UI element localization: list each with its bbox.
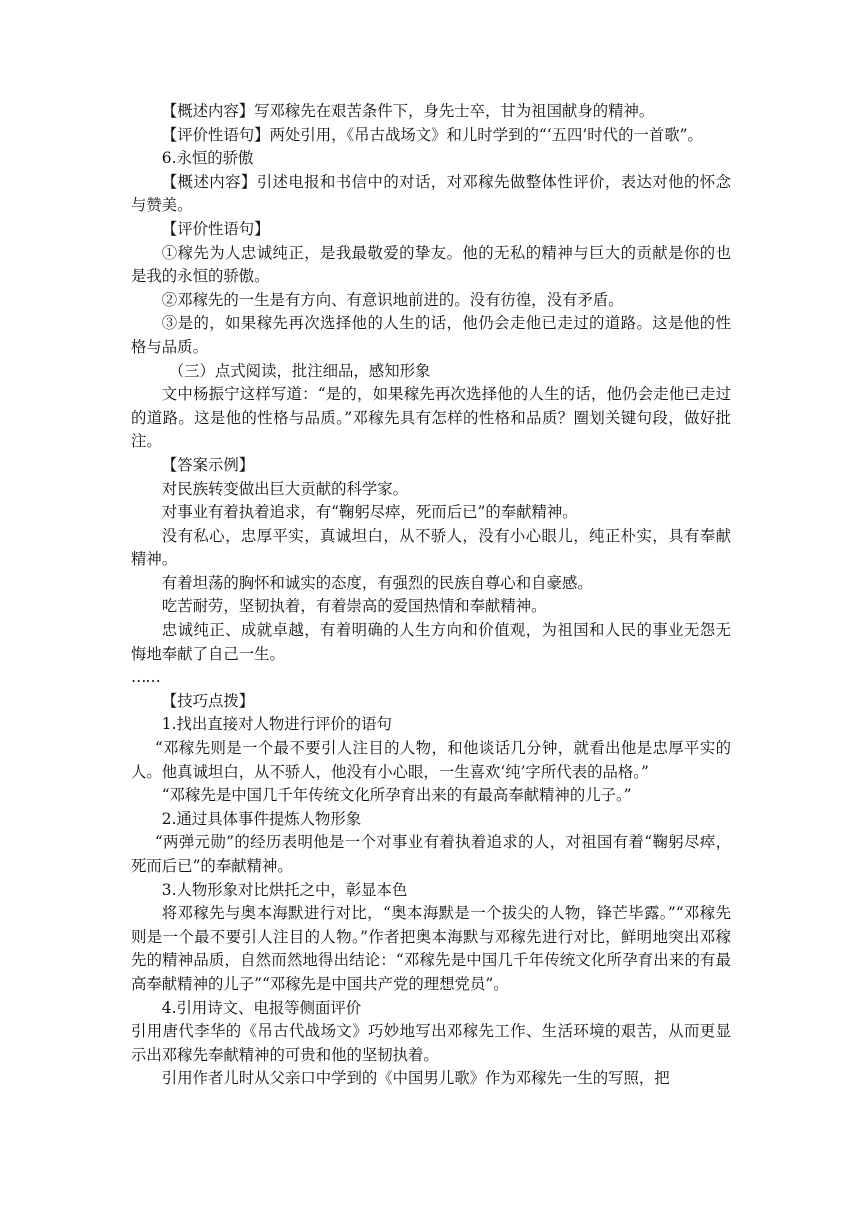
paragraph: 【评价性语句】: [161, 219, 270, 238]
paragraph: ③是的，如果稼先再次选择他的人生的话，他仍会走他已走过的道路。这是他的性格与品质。: [131, 314, 731, 356]
paragraph: 对民族转变做出巨大贡献的科学家。: [161, 479, 409, 498]
paragraph: 2.通过具体事件提炼人物形象: [161, 809, 362, 828]
paragraph: “邓稼先则是一个最不要引人注目的人物，和他谈话几分钟，就看出他是忠厚平实的人。他真诚坦白，从不骄人，他没有小心眼，一生喜欢‘纯’字所代表的品格。”: [131, 739, 731, 781]
paragraph: ……: [131, 668, 160, 687]
paragraph: 1.找出直接对人物进行评价的语句: [161, 715, 392, 734]
paragraph: 引用唐代李华的《吊古代战场文》巧妙地写出邓稼先工作、生活环境的艰苦，从而更显示出邓稼先奉献精神的可贵和他的坚韧执着。: [131, 1022, 731, 1064]
paragraph: 【评价性语句】两处引用，《吊古战场文》和儿时学到的“‘五四’时代的一首歌”。: [161, 125, 703, 144]
paragraph: ①稼先为人忠诚纯正，是我最敬爱的挚友。他的无私的精神与巨大的贡献是你的也是我的永恒的骄傲。: [131, 243, 731, 286]
paragraph: ②邓稼先的一生是有方向、有意识地前进的。没有彷徨，没有矛盾。: [161, 290, 624, 309]
paragraph: 【技巧点拨】: [161, 691, 255, 710]
paragraph: “两弹元勋”的经历表明他是一个对事业有着执着追求的人，对祖国有着“鞠躬尽瘁，死而后已”的奉献精神。: [131, 833, 731, 875]
paragraph: 4.引用诗文、电报等侧面评价: [161, 998, 362, 1017]
paragraph: “邓稼先是中国几千年传统文化所孕育出来的有最高奉献精神的儿子。”: [161, 786, 632, 805]
paragraph: 没有私心，忠厚平实，真诚坦白，从不骄人，没有小心眼儿，纯正朴实，具有奉献精神。: [131, 526, 731, 569]
paragraph: 3.人物形象对比烘托之中，彰显本色: [161, 880, 408, 899]
paragraph: 【概述内容】引述电报和书信中的对话，对邓稼先做整体性评价，表达对他的怀念与赞美。: [131, 172, 731, 215]
paragraph: 有着坦荡的胸怀和诚实的态度，有强烈的民族自尊心和自豪感。: [161, 573, 593, 592]
paragraph: 6.永恒的骄傲: [161, 149, 254, 168]
paragraph: 文中杨振宁这样写道：“是的，如果稼先再次选择他的人生的话，他仍会走他已走过的道路。这是他的性格与品质。”邓稼先具有怎样的性格和品质？圈划关键句段，做好批注。: [131, 385, 731, 451]
paragraph: 对事业有着执着追求，有“鞠躬尽瘁，死而后已”的奉献精神。: [161, 503, 578, 522]
document-body: [131, 100, 731, 1091]
paragraph: 引用作者儿时从父亲口中学到的《中国男儿歌》作为邓稼先一生的写照，把: [161, 1069, 670, 1088]
paragraph: 将邓稼先与奥本海默进行对比，“奥本海默是一个拔尖的人物，锋芒毕露。”“邓稼先则是一个最不要引人注目的人物。”作者把奥本海默与邓稼先进行对比，鲜明地突出邓稼先的精神品质，自然而然地得出结论：“邓稼先是中国几千年传统文化所孕育出来的有最高奉献精神的儿子”“邓稼先是中国共产党的理想党员”。: [131, 904, 731, 993]
paragraph: 【答案示例】: [161, 455, 255, 474]
paragraph: 吃苦耐劳，坚韧执着，有着崇高的爱国热情和奉献精神。: [161, 597, 547, 616]
paragraph: （三）点式阅读，批注细品，感知形象: [168, 361, 431, 380]
paragraph: 忠诚纯正、成就卓越，有着明确的人生方向和价值观，为祖国和人民的事业无怨无悔地奉献了自己一生。: [131, 621, 731, 663]
paragraph: 【概述内容】写邓稼先在艰苦条件下，身先士卒，甘为祖国献身的精神。: [161, 102, 655, 120]
